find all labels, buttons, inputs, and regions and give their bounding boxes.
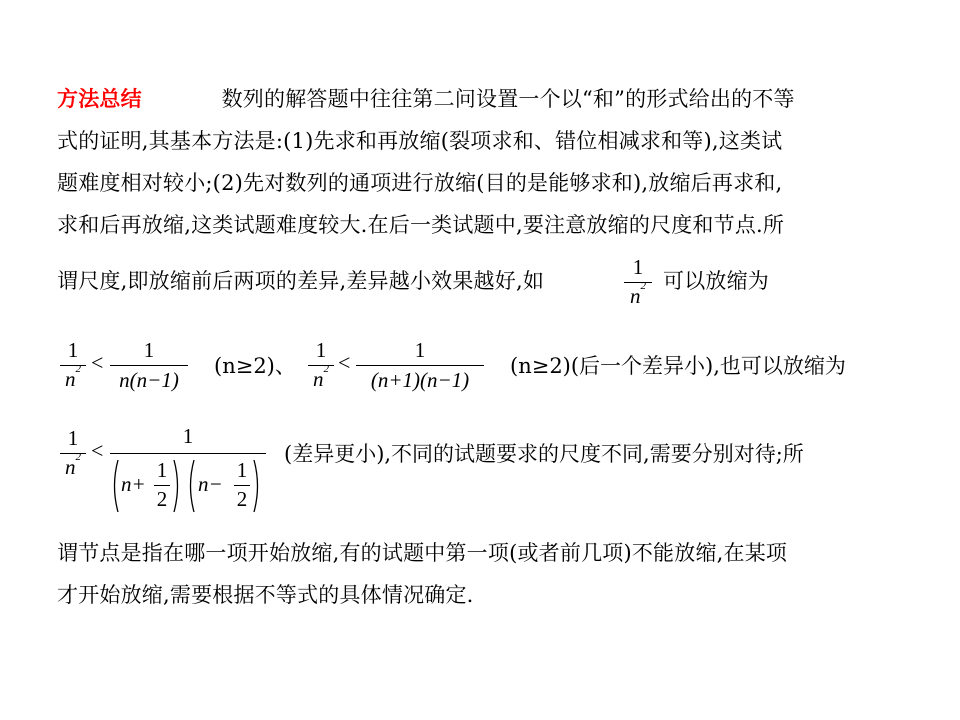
exponent: 2 [75, 451, 81, 463]
paragraph-line-10: 才开始放缩,需要根据不等式的具体情况确定. [57, 583, 474, 607]
right-paren-1 [172, 458, 182, 514]
denominator [308, 363, 334, 392]
denominator: n(n−1) [119, 368, 179, 392]
paragraph-line-2: 式的证明,其基本方法是:(1)先求和再放缩(裂项求和、错位相减求和等),这类试 [57, 129, 783, 153]
left-paren-1 [110, 458, 120, 514]
denominator [110, 456, 266, 516]
condition-text-2: (n≥2)(后一个差异小),也可以放缩为 [510, 354, 846, 378]
paragraph-line-9: 谓节点是指在哪一项开始放缩,有的试题中第一项(或者前几项)不能放缩,在某项 [57, 541, 788, 565]
complex-fraction [110, 424, 266, 516]
fraction-bar [356, 365, 484, 366]
fraction-1-over-2-b [234, 458, 250, 514]
right-paren-2 [252, 458, 262, 514]
fraction-bar [234, 485, 250, 486]
numerator: 1 [632, 255, 644, 279]
left-paren-2 [186, 458, 196, 514]
numerator: 1 [67, 338, 79, 362]
n-symbol: n [313, 367, 324, 391]
condition-text-3: (差异更小),不同的试题要求的尺度不同,需要分别对待;所 [284, 442, 804, 466]
fraction-1-over-2-a [154, 458, 170, 514]
less-than-sign: < [91, 350, 104, 375]
fraction-bar [60, 365, 86, 366]
less-than-sign: < [338, 350, 351, 375]
denominator [60, 363, 86, 392]
fraction-1-over-n2 [624, 255, 652, 311]
n-minus: n− [198, 472, 223, 496]
numerator: 1 [315, 338, 327, 362]
numerator: 1 [143, 338, 155, 362]
paragraph-text: 数列的解答题中往往第二问设置一个以“和”的形式给出的不等 [221, 87, 795, 111]
fraction-bar [308, 365, 334, 366]
fraction-1-over-n2-c [60, 426, 86, 482]
n-symbol: n [630, 284, 641, 308]
condition-text-1: (n≥2)、 [214, 354, 296, 378]
numerator: 1 [414, 338, 426, 362]
fraction-bar [110, 453, 266, 454]
numerator: 1 [182, 424, 194, 448]
denominator: (n+1)(n−1) [370, 368, 470, 392]
denominator: 2 [156, 487, 168, 511]
paragraph-line-5b: 可以放缩为 [663, 269, 769, 293]
numerator: 1 [67, 426, 79, 450]
exponent: 2 [323, 363, 329, 375]
denominator [60, 451, 86, 480]
fraction-bar [154, 485, 170, 486]
fraction-1-over-n+1-n-1 [356, 338, 484, 394]
n-symbol: n [65, 367, 76, 391]
exponent: 2 [75, 363, 81, 375]
paragraph-line-4: 求和后再放缩,这类试题难度较大.在后一类试题中,要注意放缩的尺度和节点.所 [57, 213, 785, 237]
paragraph-line-5a: 谓尺度,即放缩前后两项的差异,差异越小效果越好,如 [57, 269, 545, 293]
fraction-bar [624, 282, 652, 283]
fraction-bar [110, 365, 188, 366]
fraction-bar [60, 453, 86, 454]
denominator [624, 280, 652, 309]
denominator: 2 [236, 487, 248, 511]
fraction-1-over-n2-b [308, 338, 334, 394]
fraction-1-over-n2-a [60, 338, 86, 394]
n-plus: n+ [121, 472, 146, 496]
numerator: 1 [236, 458, 248, 482]
n-symbol: n [65, 455, 76, 479]
section-heading: 方法总结 [57, 87, 142, 111]
paragraph-line-1 [57, 86, 795, 112]
less-than-sign: < [91, 438, 104, 463]
numerator: 1 [156, 458, 168, 482]
fraction-1-over-n-n-1 [110, 338, 188, 394]
paragraph-line-3: 题难度相对较小;(2)先对数列的通项进行放缩(目的是能够求和),放缩后再求和, [57, 171, 783, 195]
exponent: 2 [640, 280, 646, 292]
